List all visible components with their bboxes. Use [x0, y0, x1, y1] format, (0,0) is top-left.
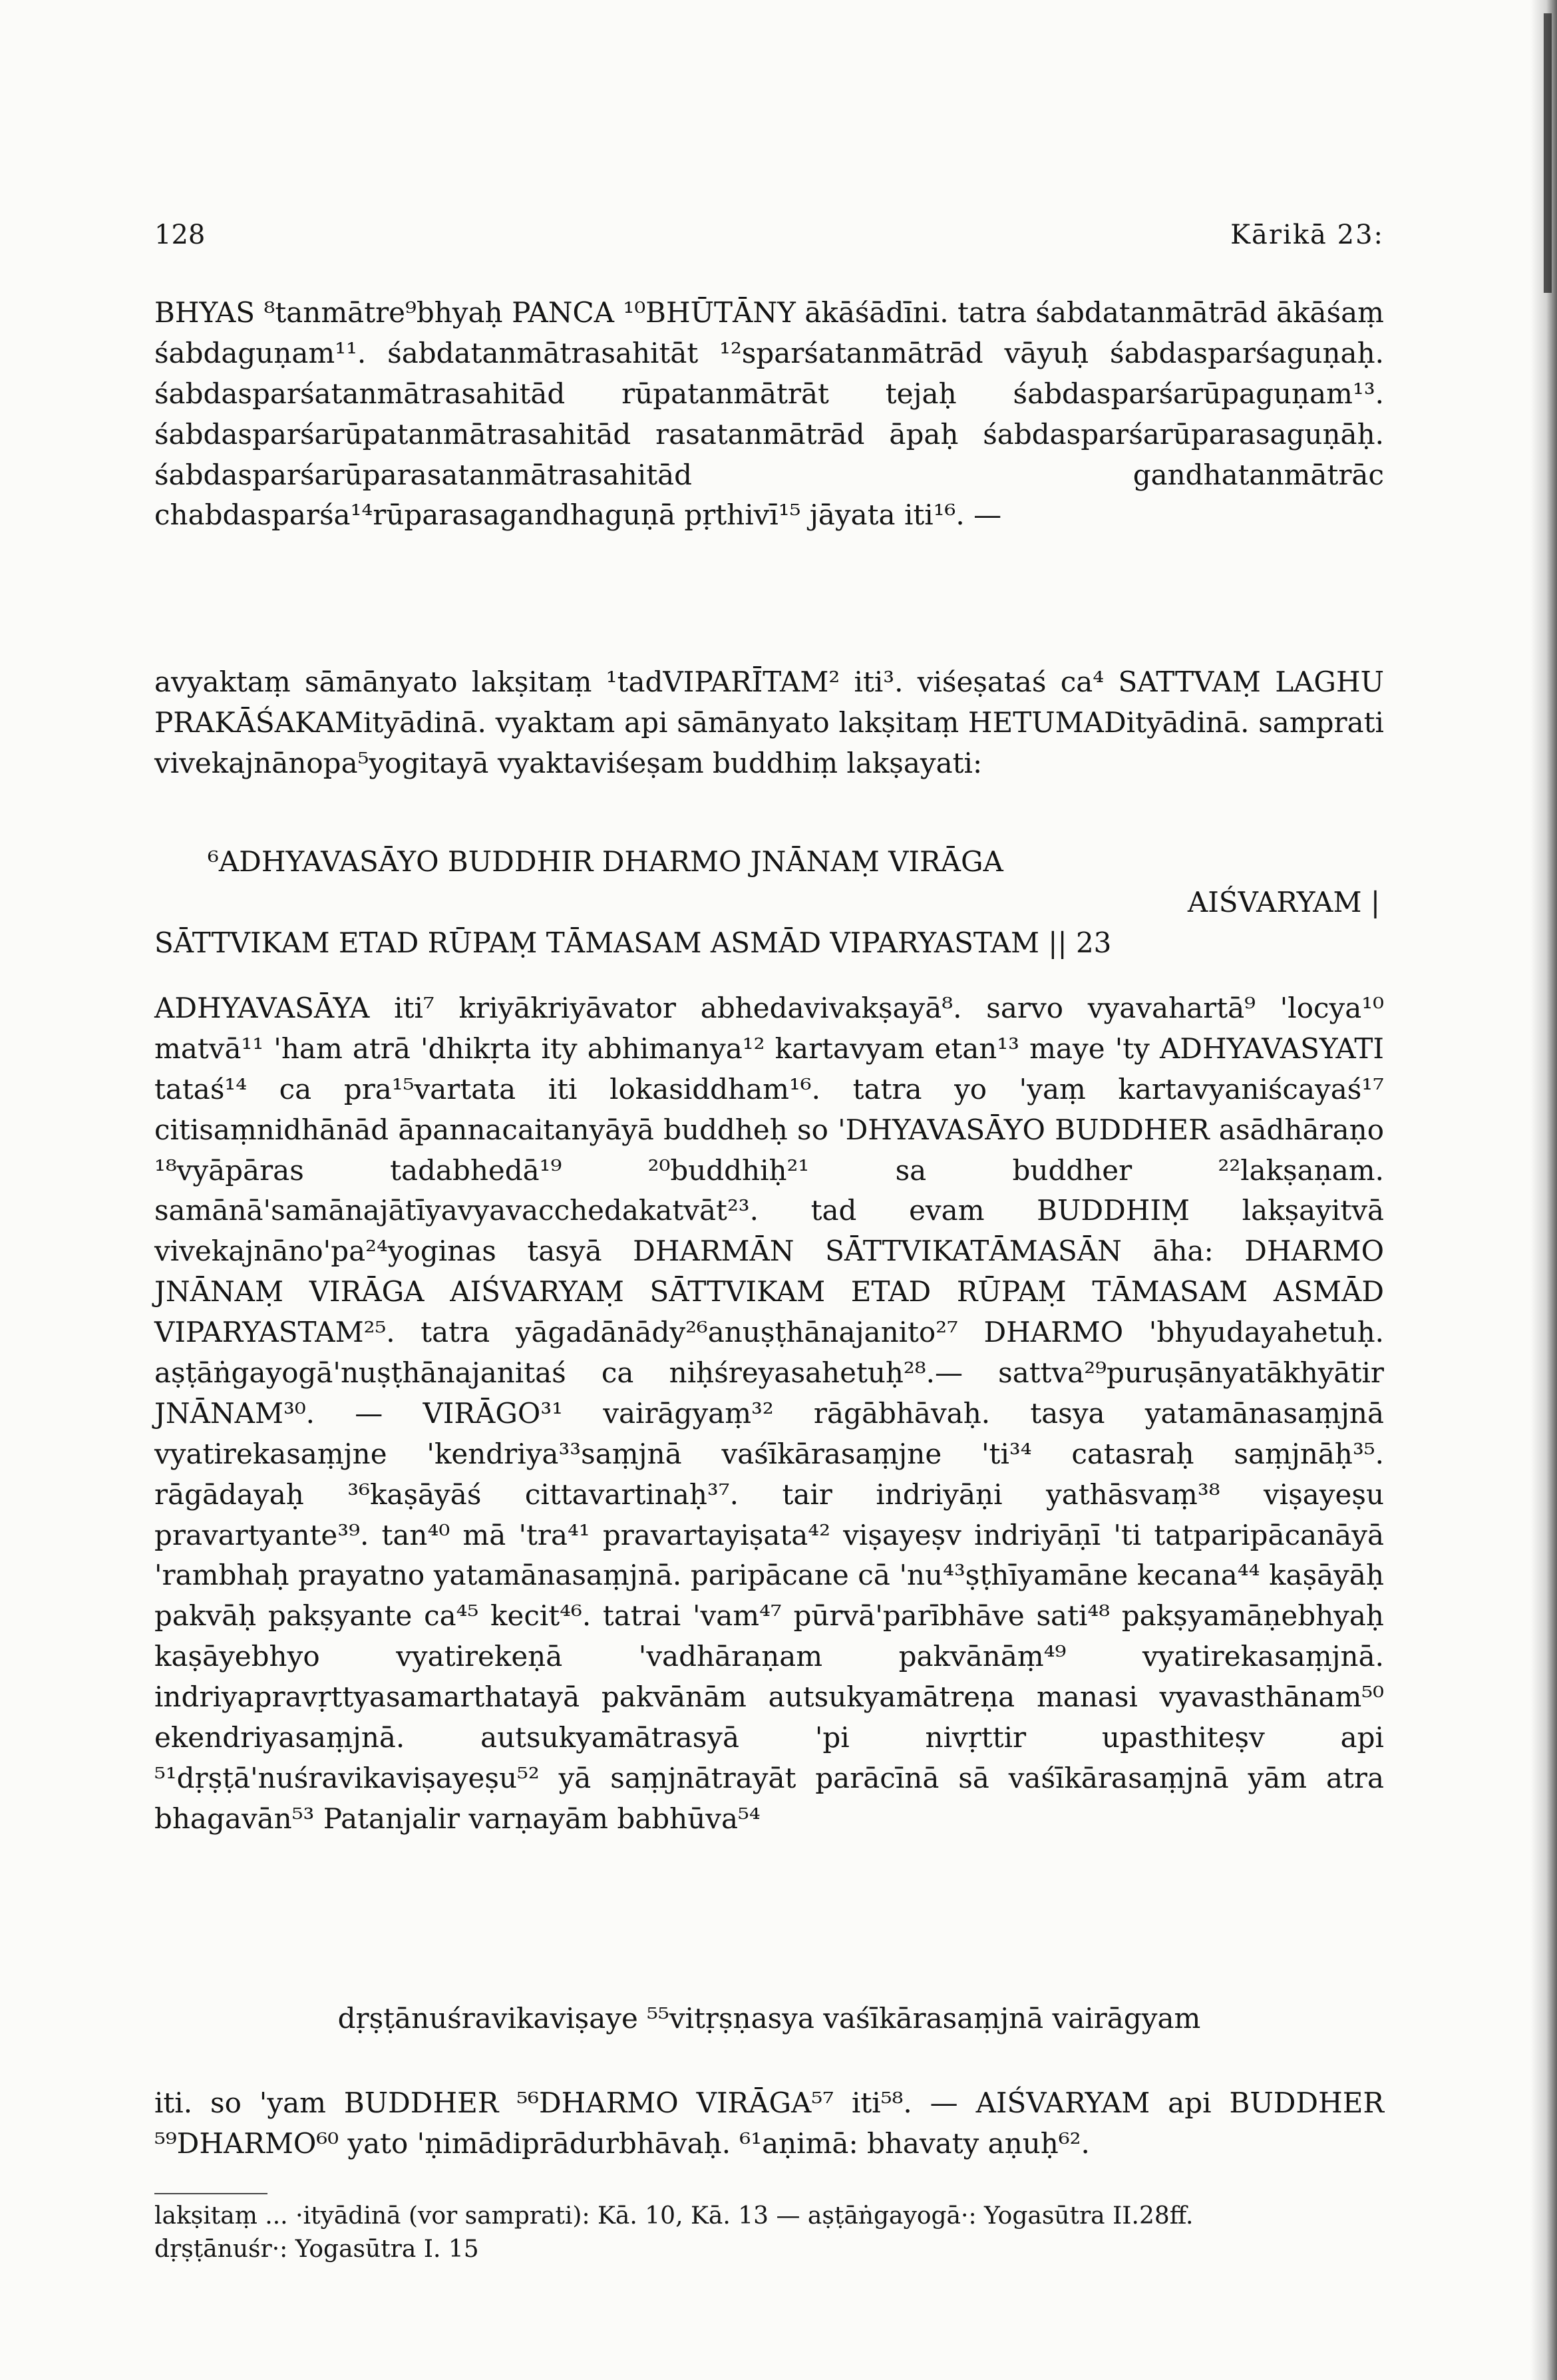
paragraph-4-text: iti. so 'yam BUDDHER ⁵⁶DHARMO VIRĀGA⁵⁷ iti⁵⁸. — AIŚVARYAM api BUDDHER ⁵⁹DHARMO⁶⁰ yato 'ṇimādiprādurbhāvaḥ. ⁶¹aṇimā: bhavaty aṇuḥ⁶². — [154, 2086, 1384, 2160]
footnote-line-1: lakṣitaṃ ... ·ityādinā (vor samprati): Kā. 10, Kā. 13 — aṣṭāṅgayogā·: Yogasūtra II.28ff. — [154, 2202, 1194, 2230]
paragraph-3-text: ADHYAVASĀYA iti⁷ kriyākriyāvator abhedavivakṣayā⁸. sarvo vyavahartā⁹ 'locya¹⁰ matvā¹¹ 'ham atrā 'dhikṛta ity abhimanya¹² kartavyam etan¹³ maye 'ty ADHYAVASYATI tataś¹⁴ ca pra¹⁵vartata iti lokasiddham¹⁶. tatra yo 'yaṃ kartavyaniścayaś¹⁷ citisaṃnidhānād āpannacaitanyāyā buddheḥ so 'DHYAVASĀYO BUDDHER asādhāraṇo ¹⁸vyāpāras tadabhedā¹⁹ ²⁰buddhiḥ²¹ sa buddher ²²lakṣaṇam. samānā'samānajātīyavyavacchedakatvāt²³. tad evam BUDDHIṂ lakṣayitvā vivekajnāno'pa²⁴yoginas tasyā DHARMĀN SĀTTVIKATĀMASĀN āha: DHARMO JNĀNAṂ VIRĀGA AIŚVARYAṂ SĀTTVIKAM ETAD RŪPAṂ TĀMASAM ASMĀD VIPARYASTAM²⁵. tatra yāgadānādy²⁶anuṣṭhānajanito²⁷ DHARMO 'bhyudayahetuḥ. aṣṭāṅgayogā'nuṣṭhānajanitaś ca niḥśreyasahetuḥ²⁸.— sattva²⁹puruṣānyatākhyātir JNĀNAM³⁰. — VIRĀGO³¹ vairāgyaṃ³² rāgābhāvaḥ. tasya yatamānasaṃjnā vyatirekasaṃjne 'kendriya³³saṃjnā vaśīkārasaṃjne 'ti³⁴ catasraḥ saṃjnāḥ³⁵. rāgādayaḥ ³⁶kaṣāyāś cittavartinaḥ³⁷. tair indriyāṇi yathāsvaṃ³⁸ viṣayeṣu pravartyante³⁹. tan⁴⁰ mā 'tra⁴¹ pravartayiṣata⁴² viṣayeṣv indriyāṇī 'ti tatparipācanāyā 'rambhaḥ prayatno yatamānasaṃjnā. paripācane cā 'nu⁴³ṣṭhīyamāne kecana⁴⁴ kaṣāyāḥ pakvāḥ pakṣyante ca⁴⁵ kecit⁴⁶. tatrai 'vam⁴⁷ pūrvā'parībhāve sati⁴⁸ pakṣyamāṇebhyaḥ kaṣāyebhyo vyatirekeṇā 'vadhāraṇam pakvānāṃ⁴⁹ vyatirekasaṃjnā. indriyapravṛttyasamarthatayā pakvānām autsukyamātreṇa manasi vyavasthānam⁵⁰ ekendriyasaṃjnā. autsukyamātrasyā 'pi nivṛttir upasthiteṣv api ⁵¹dṛṣṭā'nuśravikaviṣayeṣu⁵² yā saṃjnātrayāt parācīnā sā vaśīkārasaṃjnā yām atra bhagavān⁵³ Patanjalir varṇayām babhūva⁵⁴ — [154, 992, 1384, 1835]
running-head: Kārikā 23: — [1230, 220, 1384, 250]
paragraph-1 — [154, 293, 1384, 536]
footnotes — [154, 2200, 1384, 2267]
footnote-line-2: dṛṣṭānuśr·: Yogasūtra I. 15 — [154, 2236, 479, 2264]
paragraph-2-text: avyaktaṃ sāmānyato lakṣitaṃ ¹tadVIPARĪTAM² iti³. viśeṣataś ca⁴ SATTVAṂ LAGHU PRAKĀŚAKAMityādinā. vyaktam api sāmānyato lakṣitaṃ HETUMADityādinā. samprati vivekajnānopa⁵yogitayā vyaktaviśeṣam buddhiṃ lakṣayati: — [154, 666, 1384, 779]
paragraph-3 — [154, 988, 1384, 1840]
paragraph-2 — [154, 662, 1384, 784]
page-edge-shadow — [1530, 0, 1557, 2380]
verse-line-1: ⁶ADHYAVASĀYO BUDDHIR DHARMO JNĀNAṂ VIRĀGA — [208, 845, 1003, 878]
paragraph-4 — [154, 2083, 1384, 2164]
verse-line-2: AIŚVARYAM | — [1187, 885, 1380, 918]
karika-verse — [154, 842, 1384, 964]
binding-edge — [1544, 13, 1552, 293]
quoted-sutra: dṛṣṭānuśravikaviṣaye ⁵⁵vitṛṣṇasya vaśīkārasaṃjnā vairāgyam — [337, 2002, 1201, 2035]
verse-line-3: SĀTTVIKAM ETAD RŪPAṂ TĀMASAM ASMĀD VIPARYASTAM || 23 — [154, 926, 1112, 959]
page-header — [154, 220, 1384, 266]
page-number: 128 — [154, 220, 206, 250]
footnote-divider — [154, 2193, 267, 2194]
paragraph-1-text: BHYAS ⁸tanmātre⁹bhyaḥ PANCA ¹⁰BHŪTĀNY ākāśādīni. tatra śabdatanmātrād ākāśaṃ śabdaguṇam¹¹. śabdatanmātrasahitāt ¹²sparśatanmātrād vāyuḥ śabdasparśaguṇaḥ. śabdasparśatanmātrasahitād rūpatanmātrāt tejaḥ śabdasparśarūpaguṇam¹³. śabdasparśarūpatanmātrasahitād rasatanmātrād āpaḥ śabdasparśarūparasaguṇāḥ. śabdasparśarūparasatanmātrasahitād gandhatanmātrāc chabdasparśa¹⁴rūparasagandhaguṇā pṛthivī¹⁵ jāyata iti¹⁶. — — [154, 296, 1384, 532]
